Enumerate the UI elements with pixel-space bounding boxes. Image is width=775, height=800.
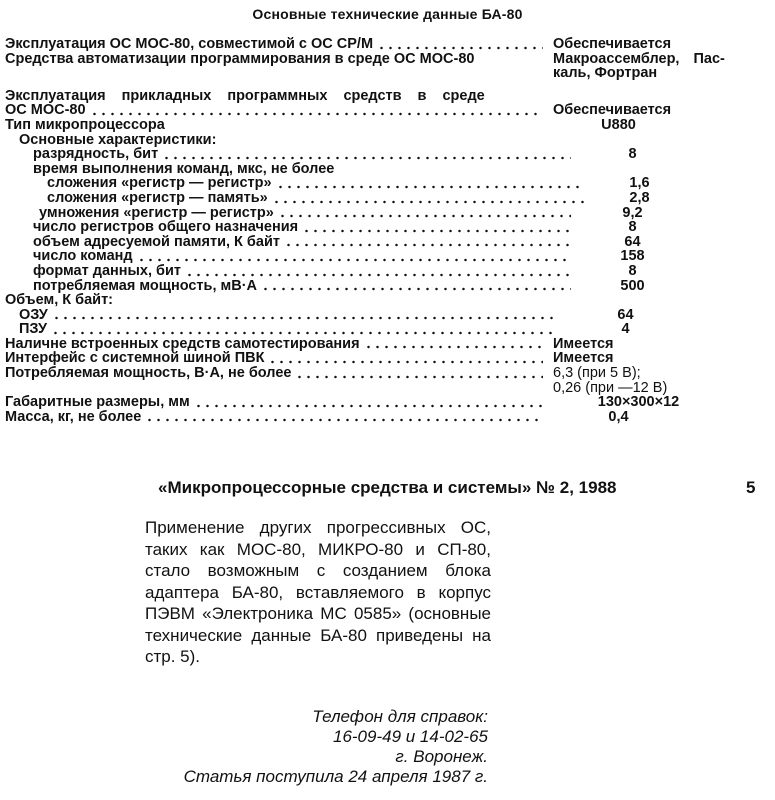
spec-label: Эксплуатация ОС МОС-80, совместимой с ОС CP/M (5, 36, 374, 52)
dot-leader (261, 281, 571, 291)
dot-leader (194, 398, 543, 408)
spec-value: Имеется (553, 335, 614, 352)
dot-leader (137, 252, 571, 262)
signature-block (100, 707, 488, 787)
spec-row (5, 381, 770, 396)
spec-row (5, 52, 770, 67)
spec-row (5, 89, 770, 104)
spec-label: Эксплуатация прикладных программных средств в среде (5, 87, 485, 104)
spec-value: 158 (620, 248, 645, 265)
dot-leader (272, 194, 585, 204)
dot-leader (276, 179, 585, 189)
spec-label: Средства автоматизации программирования в среде ОС МОС-80 (5, 50, 475, 67)
spec-value: 4 (621, 321, 630, 338)
dot-leader (295, 369, 543, 379)
dot-leader (145, 412, 543, 422)
page-number: 5 (746, 478, 756, 497)
spec-value: U880 (601, 116, 636, 133)
spec-row (5, 351, 770, 366)
spec-value: 8 (628, 219, 637, 236)
spec-value: 9,2 (622, 204, 643, 221)
spec-label: потребляемая мощность, мВ·А (33, 277, 257, 294)
spec-value: Обеспечивается (553, 36, 672, 52)
dot-leader (302, 223, 571, 233)
spec-label: Объем, К байт: (5, 292, 114, 309)
spec-label: число команд (33, 248, 133, 265)
dot-leader (185, 267, 571, 277)
spec-value: 0,4 (608, 408, 629, 425)
spec-value: Макроассемблер, Пас- (553, 50, 725, 67)
spec-row (5, 37, 770, 52)
spec-label: сложения «регистр — регистр» (47, 175, 272, 192)
spec-row (5, 249, 770, 264)
spec-value: 500 (620, 277, 645, 294)
phone-numbers: 16-09-49 и 14-02-65 (332, 727, 488, 746)
spec-label: разрядность, бит (33, 146, 159, 163)
spec-row (5, 133, 770, 148)
spec-value: 6,3 (при 5 В); (553, 365, 641, 382)
spec-value: 64 (617, 306, 634, 323)
spec-value: Обеспечивается (553, 102, 672, 119)
spec-row (5, 162, 770, 177)
spec-row (5, 206, 770, 221)
spec-value: 130×300×12 (597, 394, 680, 411)
spec-label: ОЗУ (19, 306, 48, 323)
dot-leader (51, 325, 557, 335)
spec-value: 1,6 (629, 175, 650, 192)
phone-label: Телефон для справок: (312, 707, 488, 726)
spec-row (5, 176, 770, 191)
spec-label: сложения «регистр — память» (47, 189, 268, 206)
dot-leader (284, 237, 571, 247)
spec-label: формат данных, бит (33, 262, 182, 279)
received-date: Статья поступила 24 апреля 1987 г. (183, 767, 488, 786)
dot-leader (268, 354, 543, 364)
journal-footer: «Микропроцессорные средства и системы» № 2, 1988 (158, 478, 617, 497)
spec-label: время выполнения команд, мкс, не более (33, 160, 335, 177)
spec-row (5, 279, 770, 294)
dot-leader (377, 40, 543, 50)
spec-row (5, 235, 770, 250)
spec-row (5, 308, 770, 323)
spec-value: 8 (628, 146, 637, 163)
spec-row (5, 118, 770, 133)
dot-leader (52, 310, 557, 320)
spec-label: объем адресуемой памяти, К байт (33, 233, 280, 250)
spec-label: ОС МОС-80 (5, 102, 86, 119)
spec-row (5, 66, 770, 81)
spec-value: 2,8 (629, 189, 650, 206)
spec-row (5, 395, 770, 410)
spec-table (5, 37, 770, 424)
spec-value: 64 (624, 233, 641, 250)
spec-label: число регистров общего назначения (33, 219, 299, 236)
dot-leader (278, 208, 571, 218)
spec-label: Масса, кг, не более (5, 408, 142, 425)
city: г. Воронеж. (395, 747, 488, 766)
dot-leader (364, 339, 543, 349)
spec-row (5, 366, 770, 381)
spec-label: Габаритные размеры, мм (5, 394, 190, 411)
spec-value: каль, Фортран (553, 65, 658, 82)
dot-leader (90, 106, 543, 116)
spec-row (5, 322, 770, 337)
spec-row (5, 293, 770, 308)
spec-table-title: Основные технические данные БА-80 (252, 6, 523, 22)
dot-leader (162, 150, 571, 160)
spec-row (5, 264, 770, 279)
spec-label: ПЗУ (19, 321, 47, 338)
spec-value: 0,26 (при —12 В) (553, 379, 668, 396)
spec-row (5, 191, 770, 206)
spec-row (5, 337, 770, 352)
spec-label: Основные характеристики: (19, 131, 217, 148)
body-paragraph: Применение других прогрессивных ОС, таких как МОС-80, МИКРО-80 и СП-80, стало возможным с созданием блока адаптера БА-80, вставляемого в корпус ПЭВМ «Электроника МС 0585» (основные технические данные БА-80 приведены на стр. 5). (145, 518, 491, 666)
spec-row (5, 410, 770, 425)
spec-label: Наличне встроенных средств самотестирования (5, 335, 360, 352)
spec-row (5, 220, 770, 235)
spec-label: Потребляемая мощность, В·А, не более (5, 365, 292, 382)
spec-label: Тип микропроцессора (5, 116, 165, 133)
spec-row (5, 103, 770, 118)
spec-value: Имеется (553, 350, 614, 367)
spec-label: Интерфейс с системной шиной ПВК (5, 350, 265, 367)
spec-value: 8 (628, 262, 637, 279)
spec-row (5, 147, 770, 162)
spec-label: умножения «регистр — регистр» (39, 204, 274, 221)
